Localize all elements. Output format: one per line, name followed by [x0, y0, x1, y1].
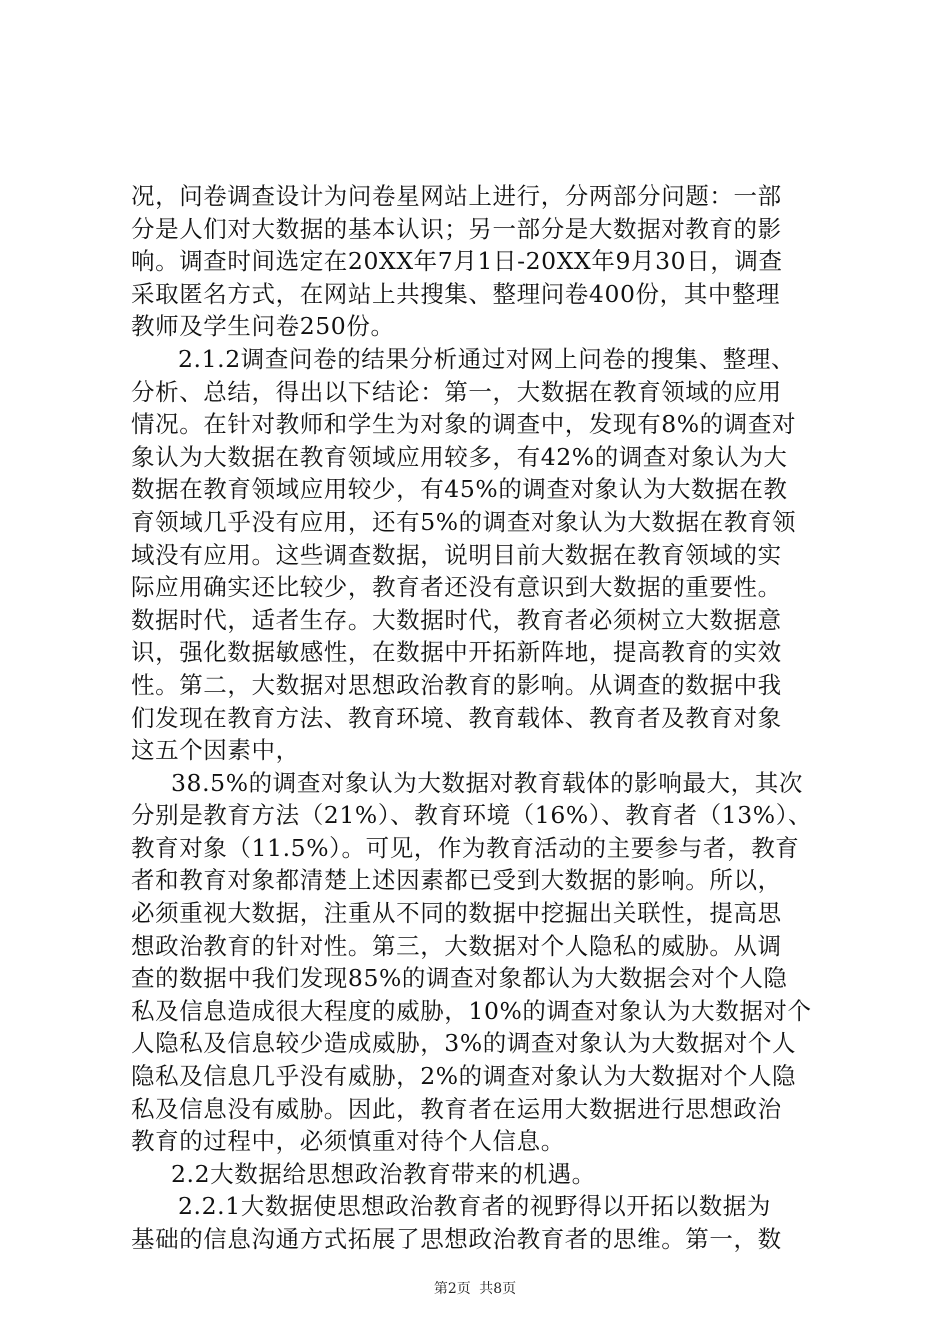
- body-text: [131, 180, 831, 1256]
- text-line: 采取匿名方式，在网站上共搜集、整理问卷400份，其中整理: [131, 279, 781, 308]
- text-line: 者和教育对象都清楚上述因素都已受到大数据的影响。所以，: [131, 866, 782, 895]
- text-line: 育领域几乎没有应用，还有5%的调查对象认为大数据在教育领: [131, 507, 797, 536]
- text-line: 分别是教育方法（21%）、教育环境（16%）、教育者（13%）、: [131, 801, 813, 830]
- text-line: 这五个因素中，: [131, 736, 300, 765]
- text-line: 2.1.2调查问卷的结果分析通过对网上问卷的搜集、整理、: [178, 344, 796, 373]
- page-footer: [0, 1280, 950, 1298]
- text-line: 分是人们对大数据的基本认识；另一部分是大数据对教育的影: [131, 214, 782, 243]
- text-line: 人隐私及信息较少造成威胁，3%的调查对象认为大数据对个人: [131, 1029, 797, 1058]
- text-line: 们发现在教育方法、教育环境、教育载体、教育者及教育对象: [131, 703, 782, 732]
- text-line: 私及信息没有威胁。因此，教育者在运用大数据进行思想政治: [131, 1094, 782, 1123]
- text-line: 际应用确实还比较少，教育者还没有意识到大数据的重要性。: [131, 573, 782, 602]
- text-line: 想政治教育的针对性。第三，大数据对个人隐私的威胁。从调: [131, 931, 782, 960]
- text-line: 38.5%的调查对象认为大数据对教育载体的影响最大，其次: [171, 768, 803, 797]
- text-line: 私及信息造成很大程度的威胁，10%的调查对象认为大数据对个: [131, 996, 812, 1025]
- text-line: 基础的信息沟通方式拓展了思想政治教育者的思维。第一，数: [131, 1225, 782, 1253]
- text-line: 2.2.1大数据使思想政治教育者的视野得以开拓以数据为: [178, 1192, 771, 1221]
- page-total: 共8页: [479, 1281, 517, 1297]
- text-line: 教育对象（11.5%）。可见，作为教育活动的主要参与者，教育: [131, 833, 800, 862]
- text-line: 教育的过程中，必须慎重对待个人信息。: [131, 1127, 565, 1156]
- text-line: 数据时代，适者生存。大数据时代，教育者必须树立大数据意: [131, 605, 782, 634]
- page-number: 第2页: [433, 1281, 471, 1297]
- text-line: 必须重视大数据，注重从不同的数据中挖掘出关联性，提高思: [131, 899, 782, 928]
- text-line: 性。第二，大数据对思想政治教育的影响。从调查的数据中我: [131, 670, 782, 699]
- text-line: 象认为大数据在教育领域应用较多，有42%的调查对象认为大: [131, 442, 788, 471]
- text-line: 查的数据中我们发现85%的调查对象都认为大数据会对个人隐: [131, 964, 788, 993]
- text-line: 域没有应用。这些调查数据，说明目前大数据在教育领域的实: [131, 540, 782, 569]
- text-line: 识，强化数据敏感性，在数据中开拓新阵地，提高教育的实效: [131, 638, 782, 667]
- section-heading: 2.2大数据给思想政治教育带来的机遇。: [171, 1159, 596, 1188]
- text-line: 况，问卷调查设计为问卷星网站上进行，分两部分问题：一部: [131, 182, 782, 210]
- text-line: 数据在教育领域应用较少，有45%的调查对象认为大数据在教: [131, 475, 788, 504]
- text-line: 响。调查时间选定在20XX年7月1日-20XX年9月30日，调查: [131, 247, 783, 276]
- text-line: 隐私及信息几乎没有威胁，2%的调查对象认为大数据对个人隐: [131, 1062, 797, 1091]
- text-line: 教师及学生问卷250份。: [131, 312, 395, 341]
- text-line: 分析、总结，得出以下结论：第一，大数据在教育领域的应用: [131, 377, 782, 406]
- text-line: 情况。在针对教师和学生为对象的调查中，发现有8%的调查对: [131, 410, 797, 439]
